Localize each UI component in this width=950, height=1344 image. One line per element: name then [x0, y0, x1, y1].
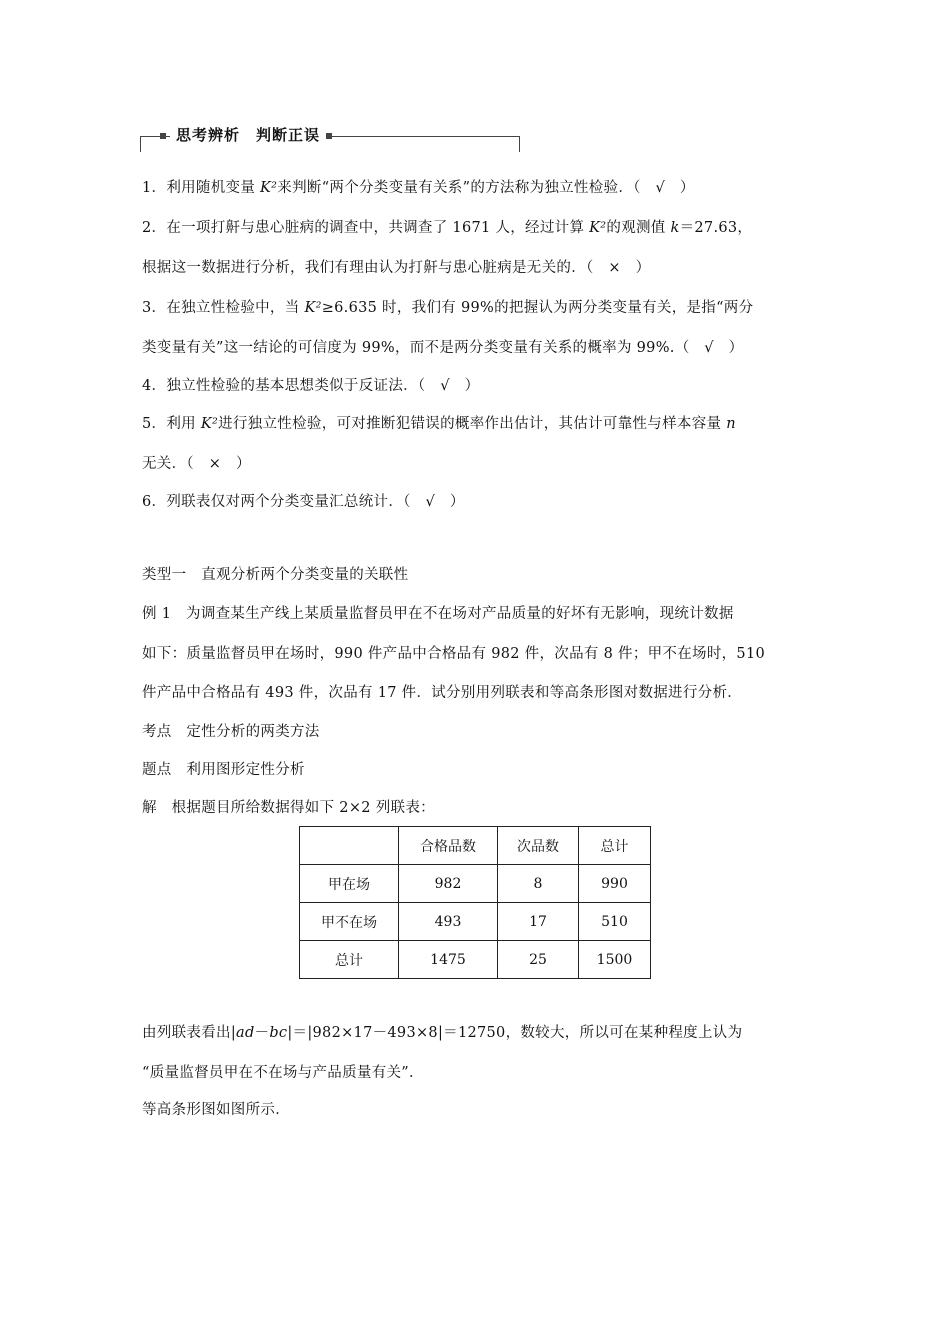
- contingency-table: [299, 826, 651, 979]
- answer-mark: √: [704, 340, 714, 356]
- table-cell: 1475: [399, 941, 498, 979]
- table-row: [300, 941, 651, 979]
- table-cell: 510: [579, 903, 651, 941]
- judgement-item-2-line1: 2．在一项打鼾与患心脏病的调查中，共调查了 1671 人，经过计算 K²的观测值 k＝27.63，: [142, 220, 753, 236]
- conclusion-line-1: 由列联表看出|ad－bc|＝|982×17－493×8|＝12750，数较大，所以可在某种程度上认为: [142, 1025, 743, 1041]
- answer-mark: ×: [208, 456, 222, 472]
- example-line-2: 如下：质量监督员甲在场时，990 件产品中合格品有 982 件，次品有 8 件；甲不在场时，510: [142, 646, 765, 662]
- table-header-cell: [300, 827, 399, 865]
- table-cell: 甲在场: [300, 865, 399, 903]
- tidian-label: 题点 利用图形定性分析: [142, 762, 305, 778]
- solution-intro: 解 根据题目所给数据得如下 2×2 列联表：: [142, 800, 435, 816]
- table-cell: 990: [579, 865, 651, 903]
- answer-mark: √: [425, 494, 436, 510]
- header-square-right-icon: [326, 133, 332, 139]
- header-left-tick: [140, 136, 141, 152]
- answer-mark: √: [655, 180, 666, 196]
- type-heading: 类型一 直观分析两个分类变量的关联性: [142, 567, 409, 583]
- judgement-item-1: 1．利用随机变量 K²来判断“两个分类变量有关系”的方法称为独立性检验．（ √ ）: [142, 180, 695, 196]
- conclusion-line-2: “质量监督员甲在不在场与产品质量有关”．: [142, 1065, 424, 1081]
- section-title: 思考辨析 判断正误: [170, 124, 326, 145]
- table-header-cell: 次品数: [498, 827, 579, 865]
- table-cell: 493: [399, 903, 498, 941]
- example-line-1: 例 1 为调查某生产线上某质量监督员甲在不在场对产品质量的好坏有无影响，现统计数据: [142, 606, 734, 622]
- answer-mark: ×: [608, 260, 621, 276]
- table-cell: 甲不在场: [300, 903, 399, 941]
- table-header-cell: 合格品数: [399, 827, 498, 865]
- answer-mark: √: [440, 378, 450, 394]
- judgement-item-3-line2: 类变量有关”这一结论的可信度为 99%，而不是两分类变量有关系的概率为 99%.（ √ ）: [142, 340, 744, 356]
- judgement-item-3-line1: 3．在独立性检验中，当 K²≥6.635 时，我们有 99%的把握认为两分类变量有关，是指“两分: [142, 300, 754, 316]
- judgement-item-4: 4．独立性检验的基本思想类似于反证法．（ √ ）: [142, 378, 480, 394]
- judgement-item-5-line2: 无关．（ × ）: [142, 456, 251, 472]
- judgement-item-2-line2: 根据这一数据进行分析，我们有理由认为打鼾与患心脏病是无关的．（ × ）: [142, 260, 651, 276]
- example-line-3: 件产品中合格品有 493 件，次品有 17 件．试分别用列联表和等高条形图对数据进行分析．: [142, 685, 743, 701]
- table-cell: 982: [399, 865, 498, 903]
- table-cell: 1500: [579, 941, 651, 979]
- table-cell: 17: [498, 903, 579, 941]
- header-square-left-icon: [160, 133, 166, 139]
- kaodian-label: 考点 定性分析的两类方法: [142, 724, 320, 740]
- table-header-cell: 总计: [579, 827, 651, 865]
- header-right-tick: [519, 136, 520, 152]
- table-row: [300, 865, 651, 903]
- section-header: [140, 124, 520, 154]
- table-cell: 25: [498, 941, 579, 979]
- table-header-row: [300, 827, 651, 865]
- table-cell: 总计: [300, 941, 399, 979]
- table-cell: 8: [498, 865, 579, 903]
- judgement-item-5-line1: 5．利用 K²进行独立性检验，可对推断犯错误的概率作出估计，其估计可靠性与样本容量 n: [142, 416, 736, 432]
- closing-line: 等高条形图如图所示．: [142, 1102, 290, 1118]
- judgement-item-6: 6．列联表仅对两个分类变量汇总统计．（ √ ）: [142, 494, 465, 510]
- table-row: [300, 903, 651, 941]
